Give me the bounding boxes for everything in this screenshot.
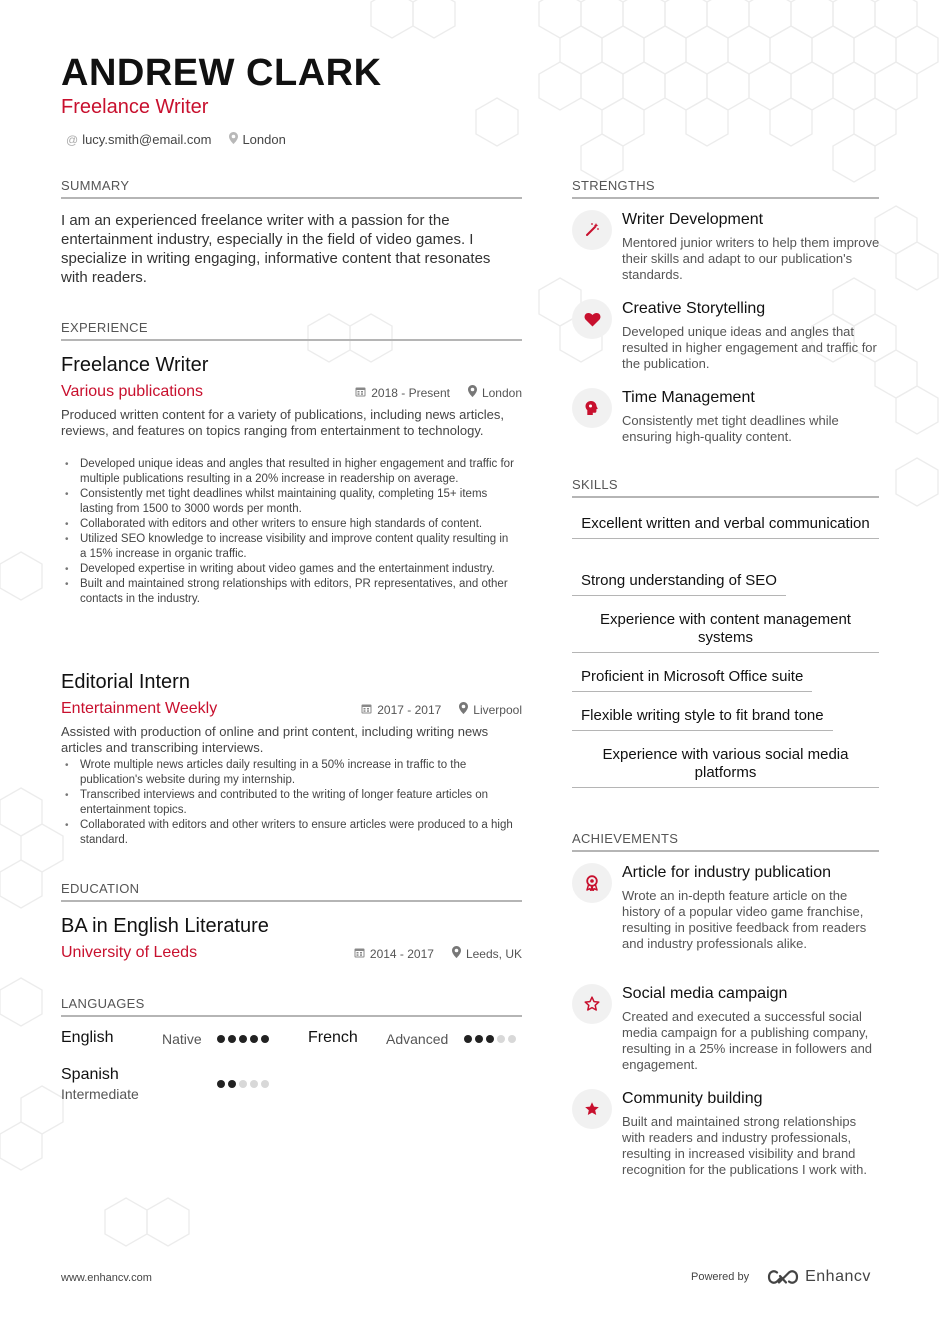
job-description: Assisted with production of online and print content, including writing news articles and transcribing interviews. [61,724,489,755]
rating-dot-empty [261,1080,269,1088]
job-dates-text: 2018 - Present [371,385,450,400]
job-meta [361,702,522,717]
skill-item: Experience with various social media platforms [572,746,879,788]
education-location [452,946,522,961]
job-location-text: Liverpool [473,702,522,717]
job-location [459,702,522,717]
skill-item: Experience with content management systems [572,611,879,653]
at-icon: @ [66,132,79,147]
star-filled-icon [572,1089,612,1129]
language-rating [217,1035,269,1043]
map-pin-icon [229,132,238,147]
rating-dot-empty [508,1035,516,1043]
job-title: Editorial Intern [61,671,190,693]
contact-email[interactable] [66,132,211,147]
strength-title: Time Management [622,389,755,406]
bullet-item: • Transcribed interviews and contributed to the writing of longer feature articles on entertainment topics. [61,788,516,818]
bullet-item: • Developed unique ideas and angles that resulted in higher engagement and traffic for multiple publications resulting in a 20% increase in readership on average. [61,457,516,487]
achievement-title: Social media campaign [622,985,788,1002]
strength-description: Mentored junior writers to help them improve their skills and adapt to our publication's standards. [622,235,880,282]
language-rating [217,1080,269,1088]
email-text: lucy.smith@email.com [82,132,212,147]
brain-icon [572,388,612,428]
enhancv-brand-text: Enhancv [805,1268,871,1285]
summary-section-title: SUMMARY [61,178,522,199]
rating-dot-filled [261,1035,269,1043]
rating-dot-empty [250,1080,258,1088]
star-outline-icon [572,984,612,1024]
calendar-icon [354,947,365,961]
location-text: London [242,132,286,147]
rating-dot-empty [497,1035,505,1043]
job-dates [361,703,441,717]
language-level: Advanced [386,1031,449,1047]
job-company: Various publications [61,383,204,400]
job-company: Entertainment Weekly [61,700,218,717]
job-description: Produced written content for a variety of publications, including news articles, reviews, and features on topics ranging from entertainment to technology. [61,407,504,438]
strength-title: Creative Storytelling [622,300,766,317]
achievement-description: Created and executed a successful social media campaign for a publishing company, resulting in a 25% increase in followers and engagement. [622,1009,873,1072]
bullet-item: • Collaborated with editors and other writers to ensure high standards of content. [61,517,516,532]
powered-by-label: Powered by [691,1271,750,1283]
footer-website-link[interactable]: www.enhancv.com [61,1272,152,1284]
job-bullets [61,457,516,607]
rating-dot-empty [239,1080,247,1088]
footer-branding [691,1268,871,1286]
education-dates-text: 2014 - 2017 [369,946,434,961]
summary-text: I am an experienced freelance writer with a passion for the entertainment industry, especially in the field of video games. I specialize in writing engaging, informative content that resonates with readers. [61,212,491,286]
job-location [468,385,522,400]
magic-wand-icon [572,210,612,250]
strength-description: Developed unique ideas and angles that resulted in higher engagement and traffic for the publication. [622,324,877,371]
skills-section-title: SKILLS [572,477,879,498]
bullet-item: • Wrote multiple news articles daily resulting in a 50% increase in traffic to the publication's website during my internship. [61,758,516,788]
education-meta [354,946,522,961]
rating-dot-filled [239,1035,247,1043]
strength-title: Writer Development [622,211,764,228]
calendar-icon [361,703,372,717]
job-title: Freelance Writer [61,354,209,376]
degree-title: BA in English Literature [61,915,269,937]
candidate-name: ANDREW CLARK [61,52,382,94]
achievements-section-title: ACHIEVEMENTS [572,831,879,852]
bullet-item: • Developed expertise in writing about video games and the entertainment industry. [61,562,516,577]
calendar-icon [355,386,366,400]
map-pin-icon [468,385,477,400]
skill-item: Excellent written and verbal communication [572,515,879,539]
achievement-title: Article for industry publication [622,864,831,881]
bullet-item: • Collaborated with editors and other writers to ensure articles were produced to a high standard. [61,818,516,848]
language-rating [464,1035,516,1043]
education-dates [354,947,434,961]
job-location-text: London [481,385,522,400]
heart-icon [572,299,612,339]
rating-dot-filled [228,1035,236,1043]
strengths-section-title: STRENGTHS [572,178,879,199]
job-dates-text: 2017 - 2017 [377,702,442,717]
rating-dot-filled [228,1080,236,1088]
job-bullets [61,758,516,848]
award-ribbon-icon [572,863,612,903]
rating-dot-filled [217,1080,225,1088]
school-name: University of Leeds [61,944,198,961]
skill-item: Proficient in Microsoft Office suite [572,668,812,692]
education-section-title: EDUCATION [61,881,522,902]
enhancv-logo[interactable] [767,1268,871,1286]
skill-item: Strong understanding of SEO [572,572,786,596]
enhancv-logo-icon [767,1269,799,1285]
language-name: English [61,1029,114,1046]
education-location-text: Leeds, UK [465,946,522,961]
bullet-item: • Consistently met tight deadlines whilst maintaining quality, completing 15+ items lasting from 1500 to 3000 words per month. [61,487,516,517]
achievement-description: Wrote an in-depth feature article on the history of a popular video game franchise, resulting in positive feedback from readers and industry professionals alike. [622,888,867,951]
job-meta [355,385,522,400]
bullet-item: • Utilized SEO knowledge to increase visibility and improve content quality resulting in a 15% increase in organic traffic. [61,532,516,562]
language-level: Native [162,1031,202,1047]
candidate-role: Freelance Writer [61,96,209,118]
skill-item: Flexible writing style to fit brand tone [572,707,833,731]
map-pin-icon [459,702,468,717]
language-name: French [308,1029,358,1046]
rating-dot-filled [217,1035,225,1043]
rating-dot-filled [250,1035,258,1043]
rating-dot-filled [464,1035,472,1043]
rating-dot-filled [486,1035,494,1043]
achievement-title: Community building [622,1090,763,1107]
bullet-item: • Built and maintained strong relationships with editors, PR representatives, and other contacts in the industry. [61,577,516,607]
languages-section-title: LANGUAGES [61,996,522,1017]
contact-row [66,132,286,147]
map-pin-icon [452,946,461,961]
language-name: Spanish [61,1066,119,1083]
job-dates [355,386,450,400]
contact-location [229,132,285,147]
language-level: Intermediate [61,1086,139,1102]
achievement-description: Built and maintained strong relationships with readers and industry professionals, resulting in increased visibility and brand recognition for the publications I work with. [622,1114,867,1177]
experience-section-title: EXPERIENCE [61,320,522,341]
rating-dot-filled [475,1035,483,1043]
strength-description: Consistently met tight deadlines while ensuring high-quality content. [622,413,839,444]
